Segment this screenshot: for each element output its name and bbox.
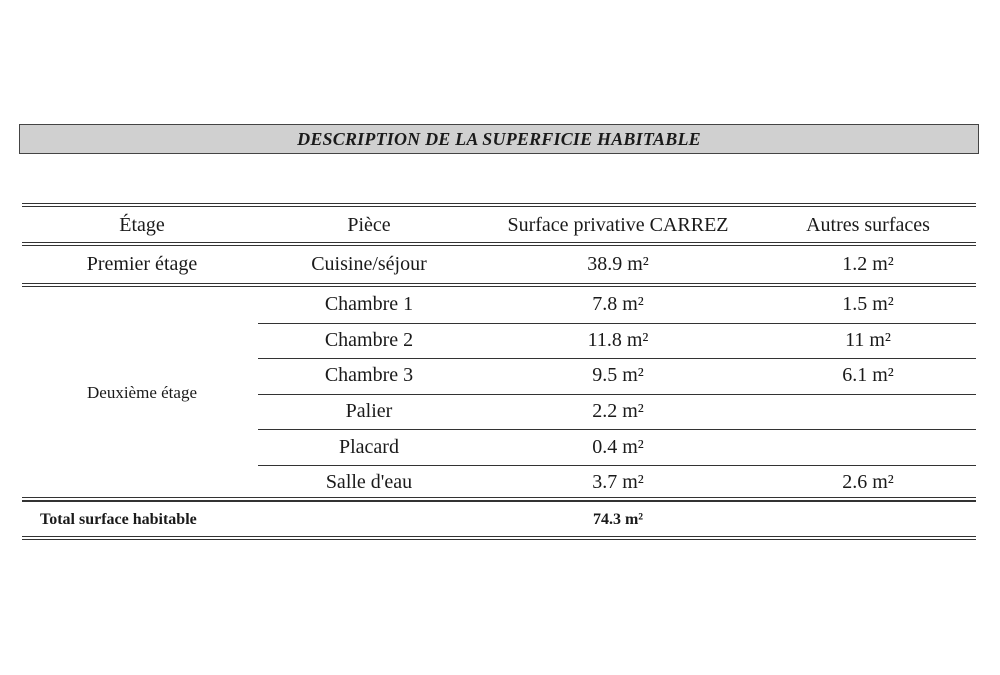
- room-surface: 9.5 m²: [592, 364, 644, 387]
- room-name: Chambre 3: [324, 364, 414, 387]
- room-surface: 7.8 m²: [592, 293, 644, 316]
- room-name: Salle d'eau: [325, 471, 413, 494]
- room-name: Placard: [339, 435, 399, 458]
- room-autres: [760, 394, 976, 430]
- room-surface: 0.4 m²: [592, 435, 644, 458]
- room-name: Chambre 2: [324, 328, 414, 351]
- header-rule: [22, 242, 976, 246]
- room-autres: 2.6 m²: [842, 471, 894, 494]
- room-autres: 1.5 m²: [842, 293, 894, 316]
- room-autres: 6.1 m²: [842, 364, 894, 387]
- top-rule: [22, 203, 976, 207]
- first-floor-piece: Cuisine/séjour: [311, 252, 427, 275]
- header-etage: Étage: [119, 213, 165, 236]
- header-piece: Pièce: [347, 213, 391, 236]
- room-surface: 2.2 m²: [592, 400, 644, 423]
- header-surface: Surface privative CARREZ: [507, 213, 729, 236]
- first-floor-surface: 38.9 m²: [587, 252, 649, 275]
- first-floor-label: Premier étage: [86, 252, 198, 275]
- room-name: Palier: [345, 400, 393, 423]
- room-surface: 11.8 m²: [587, 328, 649, 351]
- first-floor-autres: 1.2 m²: [842, 252, 894, 275]
- room-autres: 11 m²: [845, 328, 891, 351]
- room-autres: [760, 429, 976, 465]
- bottom-rule: [22, 536, 976, 540]
- surface-table: [22, 203, 976, 543]
- room-surface: 3.7 m²: [592, 471, 644, 494]
- total-rule: [22, 497, 976, 502]
- table-title-bar: [19, 124, 979, 154]
- room-name: Chambre 1: [324, 293, 414, 316]
- table-title: DESCRIPTION DE LA SUPERFICIE HABITABLE: [297, 128, 701, 149]
- second-floor-label: Deuxième étage: [87, 383, 197, 402]
- header-autres: Autres surfaces: [806, 213, 930, 236]
- total-label: Total surface habitable: [40, 511, 197, 528]
- total-value: 74.3 m²: [592, 511, 644, 528]
